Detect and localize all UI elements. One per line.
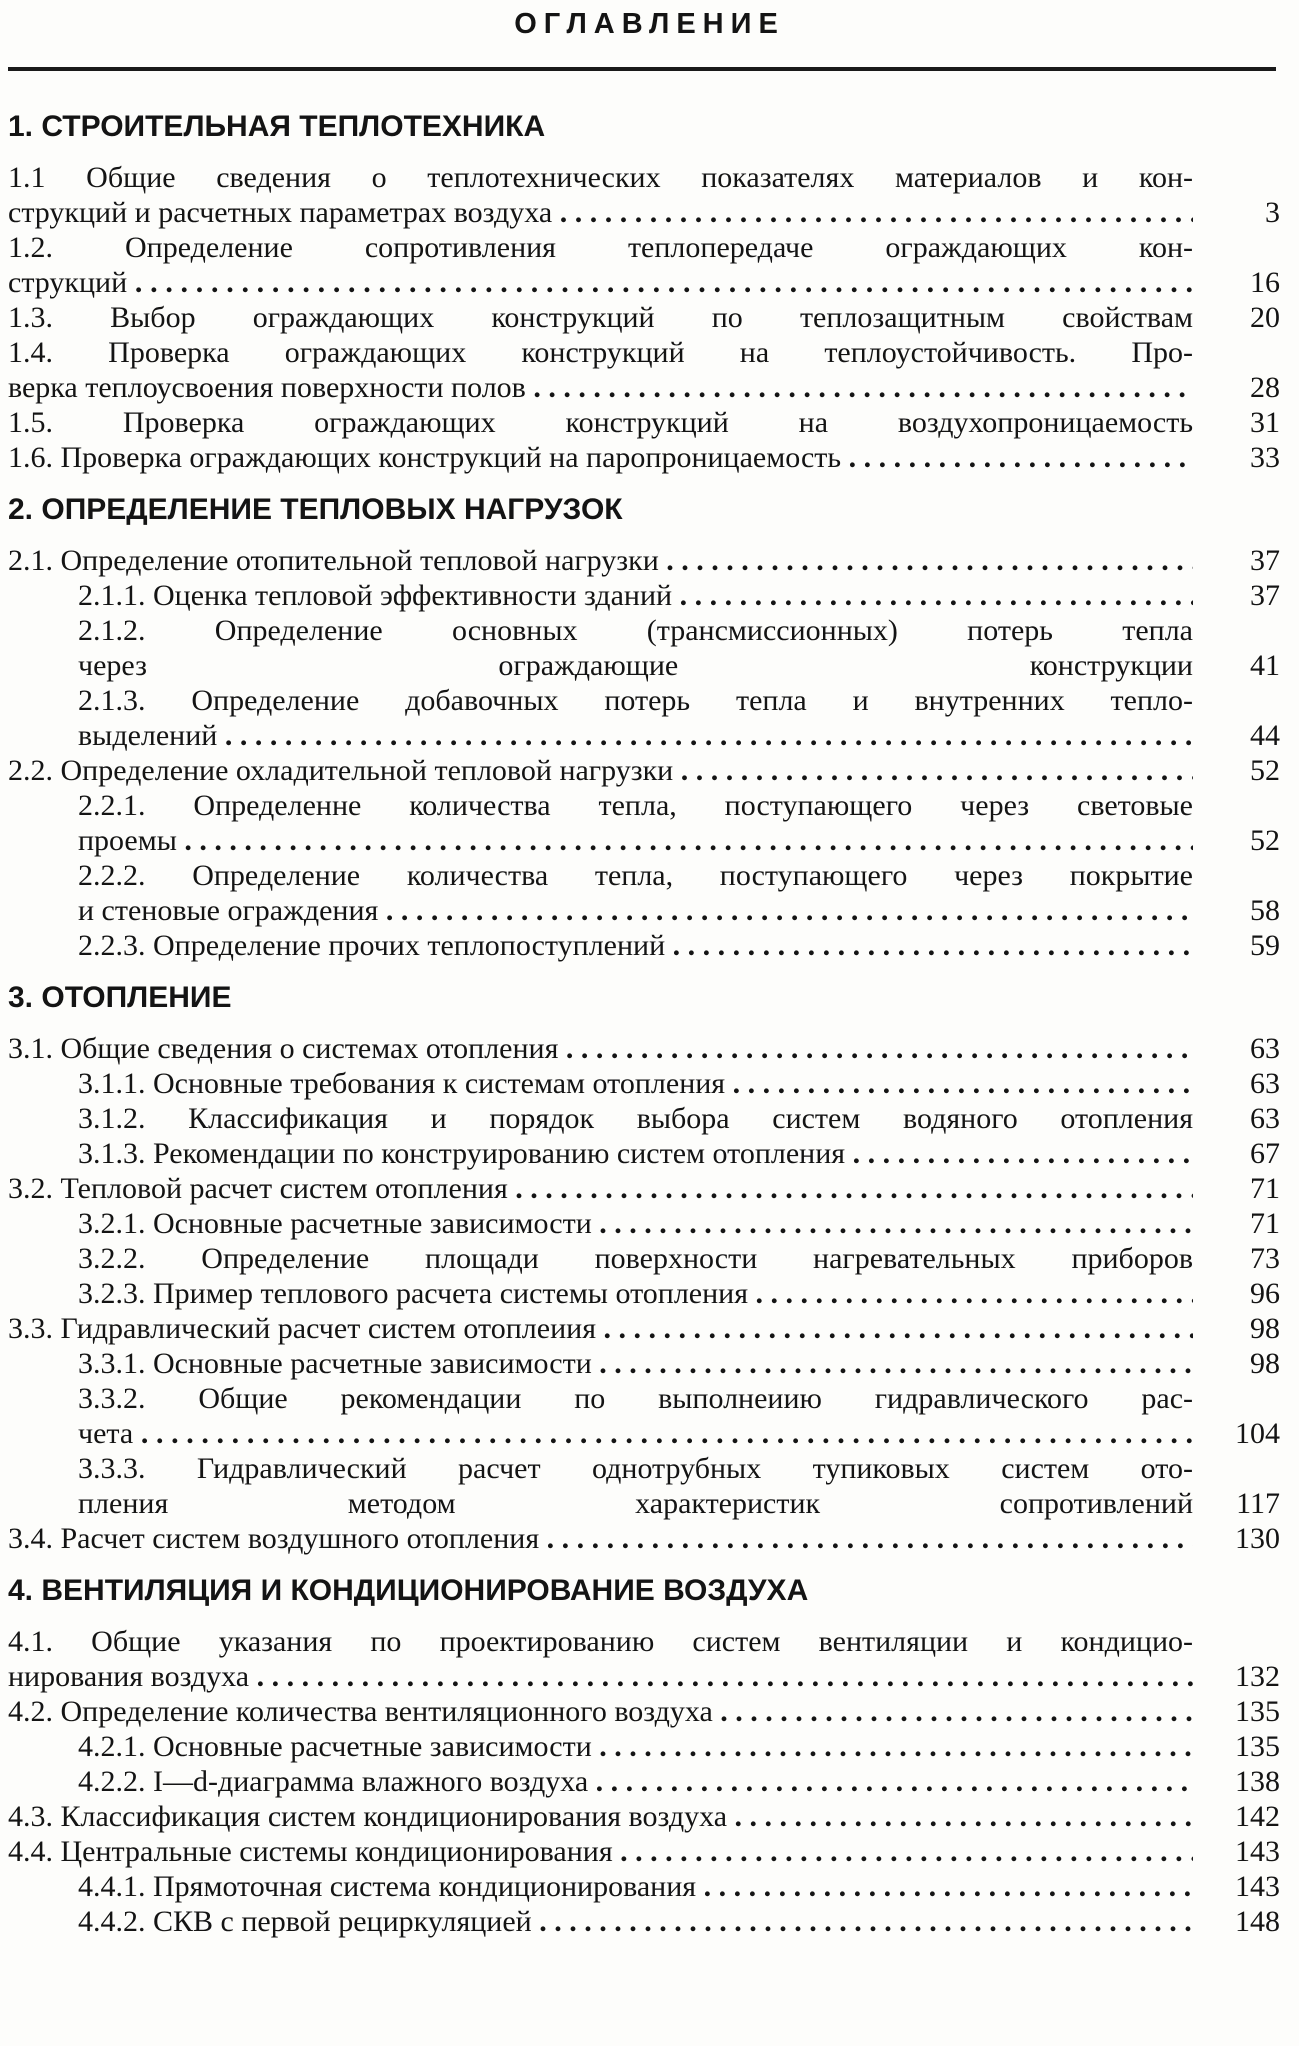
toc-entry[interactable] xyxy=(8,1311,1280,1346)
entry-title: 3.3.3. Гидравлический расчет однотрубных тупиковых систем ото- пления методом характеристик сопротивлений xyxy=(78,1452,1193,1520)
toc-subentry[interactable] xyxy=(8,1381,1280,1451)
toc-subentry[interactable] xyxy=(8,788,1280,858)
toc-entry[interactable] xyxy=(8,405,1280,440)
entry-title: 2.2.3. Определение прочих теплопоступлений . . . xyxy=(78,928,1193,963)
entry-title: 4.2. Определение количества вентиляционного воздуха . . . xyxy=(8,1694,1193,1729)
toc-subentry[interactable] xyxy=(8,1276,1280,1311)
table-of-contents xyxy=(8,106,1280,1939)
entry-title: 3.1.1. Основные требования к системам отопления . . . xyxy=(78,1066,1193,1101)
entry-title: 1.4. Проверка ограждающих конструкций на теплоустойчивость. Про- верка теплоусвоения поверхности полов . . . xyxy=(8,335,1193,405)
entry-title: 3.2. Тепловой расчет систем отопления . . . xyxy=(8,1171,1193,1206)
entry-title: 3.3.1. Основные расчетные зависимости . . . xyxy=(78,1346,1193,1381)
toc-entry[interactable] xyxy=(8,1834,1280,1869)
page-number: 37 xyxy=(1250,579,1280,612)
page-number: 143 xyxy=(1235,1870,1280,1903)
entry-title: 3.3. Гидравлический расчет систем отоплеиия . . . xyxy=(8,1311,1193,1346)
entry-title: 1.5. Проверка ограждающих конструкций на воздухопроницаемость xyxy=(8,406,1193,439)
entry-title: 2.2.1. Определенне количества тепла, поступающего через световые проемы . . . xyxy=(78,788,1193,858)
toc-subentry[interactable] xyxy=(8,858,1280,928)
entry-title: 2.2. Определение охладительной тепловой нагрузки . . . xyxy=(8,753,1193,788)
page-number: 96 xyxy=(1250,1277,1280,1310)
page-number: 20 xyxy=(1250,301,1280,334)
entry-title: 3.4. Расчет систем воздушного отопления . . . xyxy=(8,1521,1193,1556)
toc-entry[interactable] xyxy=(8,300,1280,335)
toc-subentry[interactable] xyxy=(8,683,1280,753)
toc-subentry[interactable] xyxy=(8,1066,1280,1101)
toc-entry[interactable] xyxy=(8,440,1280,475)
toc-subentry[interactable] xyxy=(8,1904,1280,1939)
chapter-heading: 4. ВЕНТИЛЯЦИЯ И КОНДИЦИОНИРОВАНИЕ ВОЗДУХА xyxy=(8,1574,809,1607)
toc-entry[interactable] xyxy=(8,1694,1280,1729)
toc-entry[interactable] xyxy=(8,160,1280,230)
entry-title: 2.1.2. Определение основных (трансмиссионных) потерь тепла через ограждающие конструкции xyxy=(78,614,1193,682)
page-number: 130 xyxy=(1235,1522,1280,1555)
entry-title: 2.1.1. Оценка тепловой эффективности зданий . . . xyxy=(78,578,1193,613)
page-number: 58 xyxy=(1250,894,1280,927)
page-number: 135 xyxy=(1235,1730,1280,1763)
entry-title: 4.4.1. Прямоточная система кондиционирования . . . xyxy=(78,1869,1193,1904)
entry-title: 4.2.2. I—d-диаграмма влажного воздуха . . . xyxy=(78,1764,1193,1799)
page-number: 63 xyxy=(1250,1032,1280,1065)
toc-subentry[interactable] xyxy=(8,928,1280,963)
toc-subentry[interactable] xyxy=(8,578,1280,613)
toc-subentry[interactable] xyxy=(8,1136,1280,1171)
page-number: 71 xyxy=(1250,1207,1280,1240)
page-number: 52 xyxy=(1250,824,1280,857)
page-number: 98 xyxy=(1250,1347,1280,1380)
toc-entry[interactable] xyxy=(8,1031,1280,1066)
page-number: 16 xyxy=(1250,266,1280,299)
entry-title: 3.2.1. Основные расчетные зависимости . . . xyxy=(78,1206,1193,1241)
chapter-heading: 2. ОПРЕДЕЛЕНИЕ ТЕПЛОВЫХ НАГРУЗОК xyxy=(8,493,623,526)
toc-entry[interactable] xyxy=(8,1171,1280,1206)
page-number: 138 xyxy=(1235,1765,1280,1798)
entry-title: 1.6. Проверка ограждающих конструкций на паропроницаемость . . . xyxy=(8,440,1193,475)
toc-subentry[interactable] xyxy=(8,1729,1280,1764)
page-number: 142 xyxy=(1235,1800,1280,1833)
toc-entry[interactable] xyxy=(8,753,1280,788)
entry-title: 3.1. Общие сведения о системах отопления . . . xyxy=(8,1031,1193,1066)
toc-subentry[interactable] xyxy=(8,1764,1280,1799)
entry-title: 4.4. Центральные системы кондиционирования . . . xyxy=(8,1834,1193,1869)
entry-title: 3.2.2. Определение площади поверхности нагревательных приборов xyxy=(78,1242,1193,1275)
toc-entry[interactable] xyxy=(8,1799,1280,1834)
toc-entry[interactable] xyxy=(8,1624,1280,1694)
toc-entry[interactable] xyxy=(8,335,1280,405)
entry-title: 3.1.2. Классификация и порядок выбора систем водяного отопления xyxy=(78,1102,1193,1135)
entry-title: 3.1.3. Рекомендации по конструированию систем отопления . . . xyxy=(78,1136,1193,1171)
chapter-heading: 1. СТРОИТЕЛЬНАЯ ТЕПЛОТЕХНИКА xyxy=(8,110,546,143)
page-number: 104 xyxy=(1235,1417,1280,1450)
toc-entry[interactable] xyxy=(8,1521,1280,1556)
chapter-heading: 3. ОТОПЛЕНИЕ xyxy=(8,981,232,1014)
page-number: 98 xyxy=(1250,1312,1280,1345)
toc-subentry[interactable] xyxy=(8,1241,1280,1276)
entry-title: 1.2. Определение сопротивления теплопередаче ограждающих кон- струкций . . . xyxy=(8,230,1193,300)
toc-entry[interactable] xyxy=(8,230,1280,300)
title-divider xyxy=(8,67,1276,71)
page-number: 143 xyxy=(1235,1835,1280,1868)
page-number: 63 xyxy=(1250,1102,1280,1135)
toc-subentry[interactable] xyxy=(8,1346,1280,1381)
entry-title: 2.2.2. Определение количества тепла, поступающего через покрытие и стеновые ограждения . . . xyxy=(78,858,1193,928)
entry-title: 2.1.3. Определение добавочных потерь тепла и внутренних тепло- выделений . . . xyxy=(78,683,1193,753)
toc-subentry[interactable] xyxy=(8,1451,1280,1521)
page-number: 148 xyxy=(1235,1905,1280,1938)
entry-title: 2.1. Определение отопительной тепловой нагрузки . . . xyxy=(8,543,1193,578)
page-number: 44 xyxy=(1250,719,1280,752)
page-number: 59 xyxy=(1250,929,1280,962)
page-number: 117 xyxy=(1236,1487,1280,1520)
toc-subentry[interactable] xyxy=(8,613,1280,683)
page-number: 71 xyxy=(1250,1172,1280,1205)
page-number: 31 xyxy=(1250,406,1280,439)
entry-title: 4.3. Классификация систем кондиционирования воздуха . . . xyxy=(8,1799,1193,1834)
entry-title: 4.2.1. Основные расчетные зависимости . . . xyxy=(78,1729,1193,1764)
page-number: 37 xyxy=(1250,544,1280,577)
page-number: 67 xyxy=(1250,1137,1280,1170)
entry-title: 4.1. Общие указания по проектированию систем вентиляции и кондицио- нирования воздуха . . . xyxy=(8,1624,1193,1694)
entry-title: 4.4.2. СКВ с первой рециркуляцией . . . xyxy=(78,1904,1193,1939)
entry-title: 3.2.3. Пример теплового расчета системы отопления . . . xyxy=(78,1276,1193,1311)
page-number: 132 xyxy=(1235,1660,1280,1693)
page-number: 73 xyxy=(1250,1242,1280,1275)
entry-title: 3.3.2. Общие рекомендации по выполнеиию гидравлического рас- чета . . . xyxy=(78,1381,1193,1451)
entry-title: 1.3. Выбор ограждающих конструкций по теплозащитным свойствам xyxy=(8,301,1193,334)
page-title: ОГЛАВЛЕНИЕ xyxy=(514,8,785,40)
page-number: 63 xyxy=(1250,1067,1280,1100)
page-number: 33 xyxy=(1250,441,1280,474)
page-number: 28 xyxy=(1250,371,1280,404)
toc-subentry[interactable] xyxy=(8,1101,1280,1136)
toc-entry[interactable] xyxy=(8,543,1280,578)
toc-subentry[interactable] xyxy=(8,1206,1280,1241)
entry-title: 1.1 Общие сведения о теплотехнических показателях материалов и кон- струкций и расчетных параметрах воздуха . . . xyxy=(8,160,1193,230)
page-number: 52 xyxy=(1250,754,1280,787)
page-number: 135 xyxy=(1235,1695,1280,1728)
page-number: 3 xyxy=(1265,196,1280,229)
page-number: 41 xyxy=(1250,649,1280,682)
toc-subentry[interactable] xyxy=(8,1869,1280,1904)
